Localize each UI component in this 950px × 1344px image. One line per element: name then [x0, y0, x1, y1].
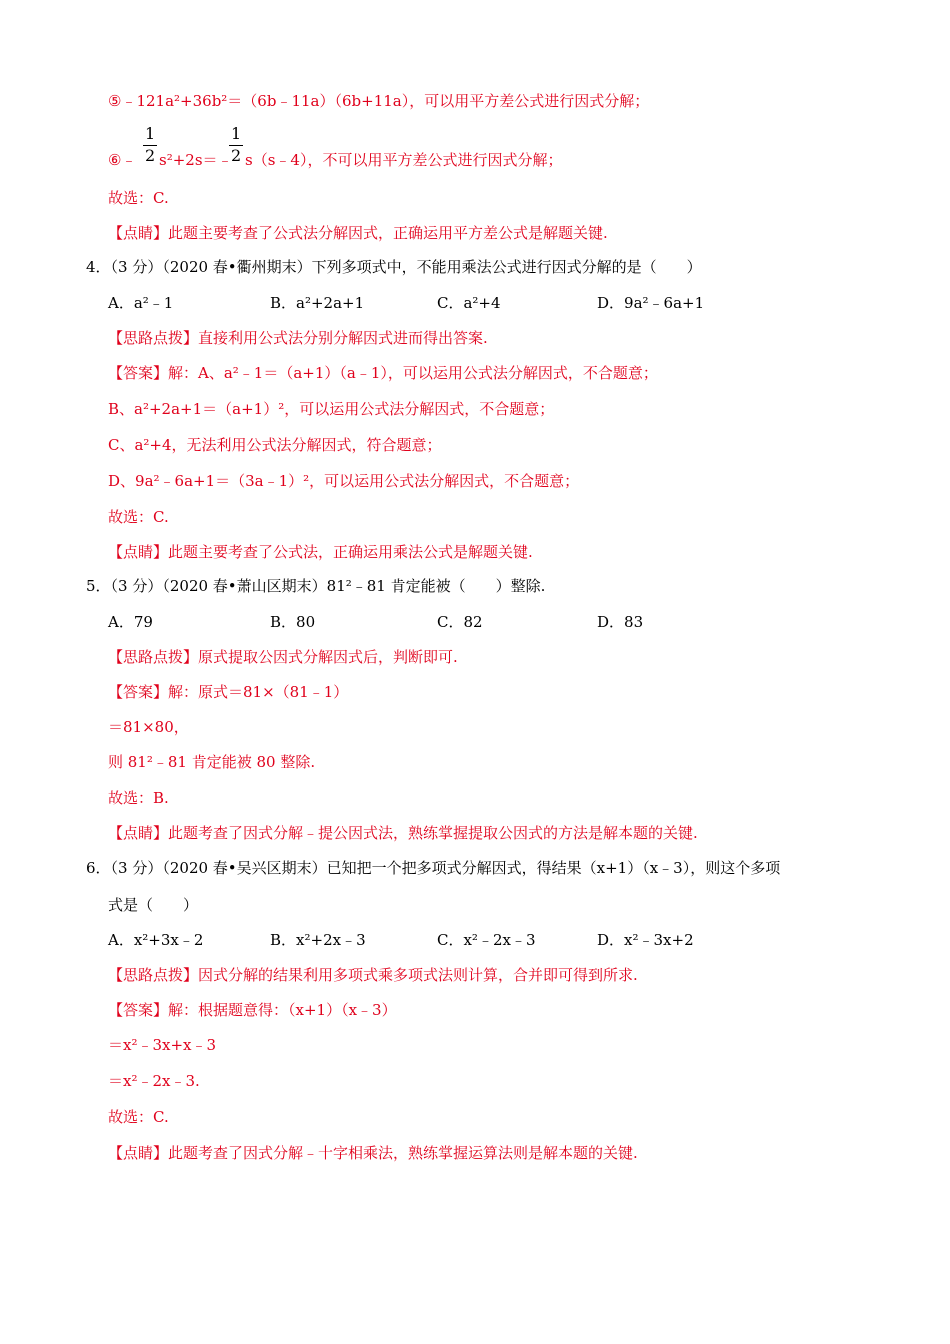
question-4-option-a: A．a²﹣1 [108, 294, 174, 312]
question-6-comment: 【点睛】此题考查了因式分解﹣十字相乘法，熟练掌握运算法则是解本题的关键. [108, 1144, 638, 1162]
question-6-answer-line: 【答案】解：根据题意得：（x+1）（x﹣3） [108, 1001, 397, 1019]
solution-line-6-start: ⑥﹣ [108, 151, 137, 169]
question-6-option-d: D．x²﹣3x+2 [597, 931, 694, 949]
question-4-answer-line: C、a²+4，无法利用公式法分解因式，符合题意； [108, 436, 442, 454]
question-6-option-b: B．x²+2x﹣3 [270, 931, 366, 949]
question-6-answer-line: ＝x²﹣2x﹣3. [108, 1072, 200, 1090]
question-5-option-c: C．82 [437, 613, 483, 631]
question-5-option-d: D．83 [597, 613, 644, 631]
question-6-answer-line: 故选：C. [108, 1108, 169, 1126]
question-4-hint: 【思路点拨】直接利用公式法分别分解因式进而得出答案. [108, 329, 488, 347]
question-6-answer-line: ＝x²﹣3x+x﹣3 [108, 1036, 217, 1054]
question-4-option-d: D．9a²﹣6a+1 [597, 294, 705, 312]
question-5-answer-line: 故选：B. [108, 789, 169, 807]
question-5-answer-line: ＝81×80， [108, 718, 189, 736]
question-6-stem-cont: 式是（ ） [108, 896, 199, 914]
question-5-hint: 【思路点拨】原式提取公因式分解因式后，判断即可. [108, 648, 458, 666]
fraction-denominator: 2 [231, 146, 242, 165]
question-6-hint: 【思路点拨】因式分解的结果利用多项式乘多项式法则计算，合并即可得到所求. [108, 966, 638, 984]
question-4-answer-line: 故选：C. [108, 508, 169, 526]
question-4-option-c: C．a²+4 [437, 294, 501, 312]
choose-line: 故选：C. [108, 189, 169, 207]
fraction-denominator: 2 [145, 146, 156, 165]
fraction-numerator: 1 [231, 124, 242, 143]
question-4-answer-line: D、9a²﹣6a+1＝（3a﹣1）²，可以运用公式法分解因式，不合题意； [108, 472, 580, 490]
question-5-answer-line: 【答案】解：原式＝81×（81﹣1） [108, 683, 349, 701]
question-5-option-a: A．79 [108, 613, 153, 631]
question-6-option-a: A．x²+3x﹣2 [108, 931, 204, 949]
question-4-comment: 【点睛】此题主要考查了公式法，正确运用乘法公式是解题关键. [108, 543, 533, 561]
question-4-option-b: B．a²+2a+1 [270, 294, 365, 312]
question-4-stem: 4．（3 分）（2020 春•衢州期末）下列多项式中，不能用乘法公式进行因式分解的是（ ） [86, 258, 702, 276]
solution-line-6-mid: s²+2s＝﹣ [159, 151, 233, 169]
question-6-option-c: C．x²﹣2x﹣3 [437, 931, 536, 949]
question-4-answer-line: B、a²+2a+1＝（a+1）²，可以运用公式法分解因式，不合题意； [108, 400, 555, 418]
question-6-stem: 6．（3 分）（2020 春•吴兴区期末）已知把一个把多项式分解因式，得结果（x+1）（x﹣3），则这个多项 [86, 859, 781, 877]
question-5-option-b: B．80 [270, 613, 316, 631]
question-5-answer-line: 则 81²﹣81 肯定能被 80 整除. [108, 753, 316, 771]
fraction-numerator: 1 [145, 124, 156, 143]
question-5-comment: 【点睛】此题考查了因式分解﹣提公因式法，熟练掌握提取公因式的方法是解本题的关键. [108, 824, 698, 842]
question-5-stem: 5．（3 分）（2020 春•萧山区期末）81²﹣81 肯定能被（ ）整除. [86, 577, 546, 595]
comment-line: 【点睛】此题主要考查了公式法分解因式，正确运用平方差公式是解题关键. [108, 224, 608, 242]
question-4-answer-line: 【答案】解：A、a²﹣1＝（a+1）（a﹣1），可以运用公式法分解因式，不合题意； [108, 364, 658, 382]
solution-line-5: ⑤﹣121a²+36b²＝（6b﹣11a）（6b+11a），可以用平方差公式进行因式分解； [108, 92, 650, 110]
solution-line-6-end: s（s﹣4），不可以用平方差公式进行因式分解； [245, 151, 563, 169]
